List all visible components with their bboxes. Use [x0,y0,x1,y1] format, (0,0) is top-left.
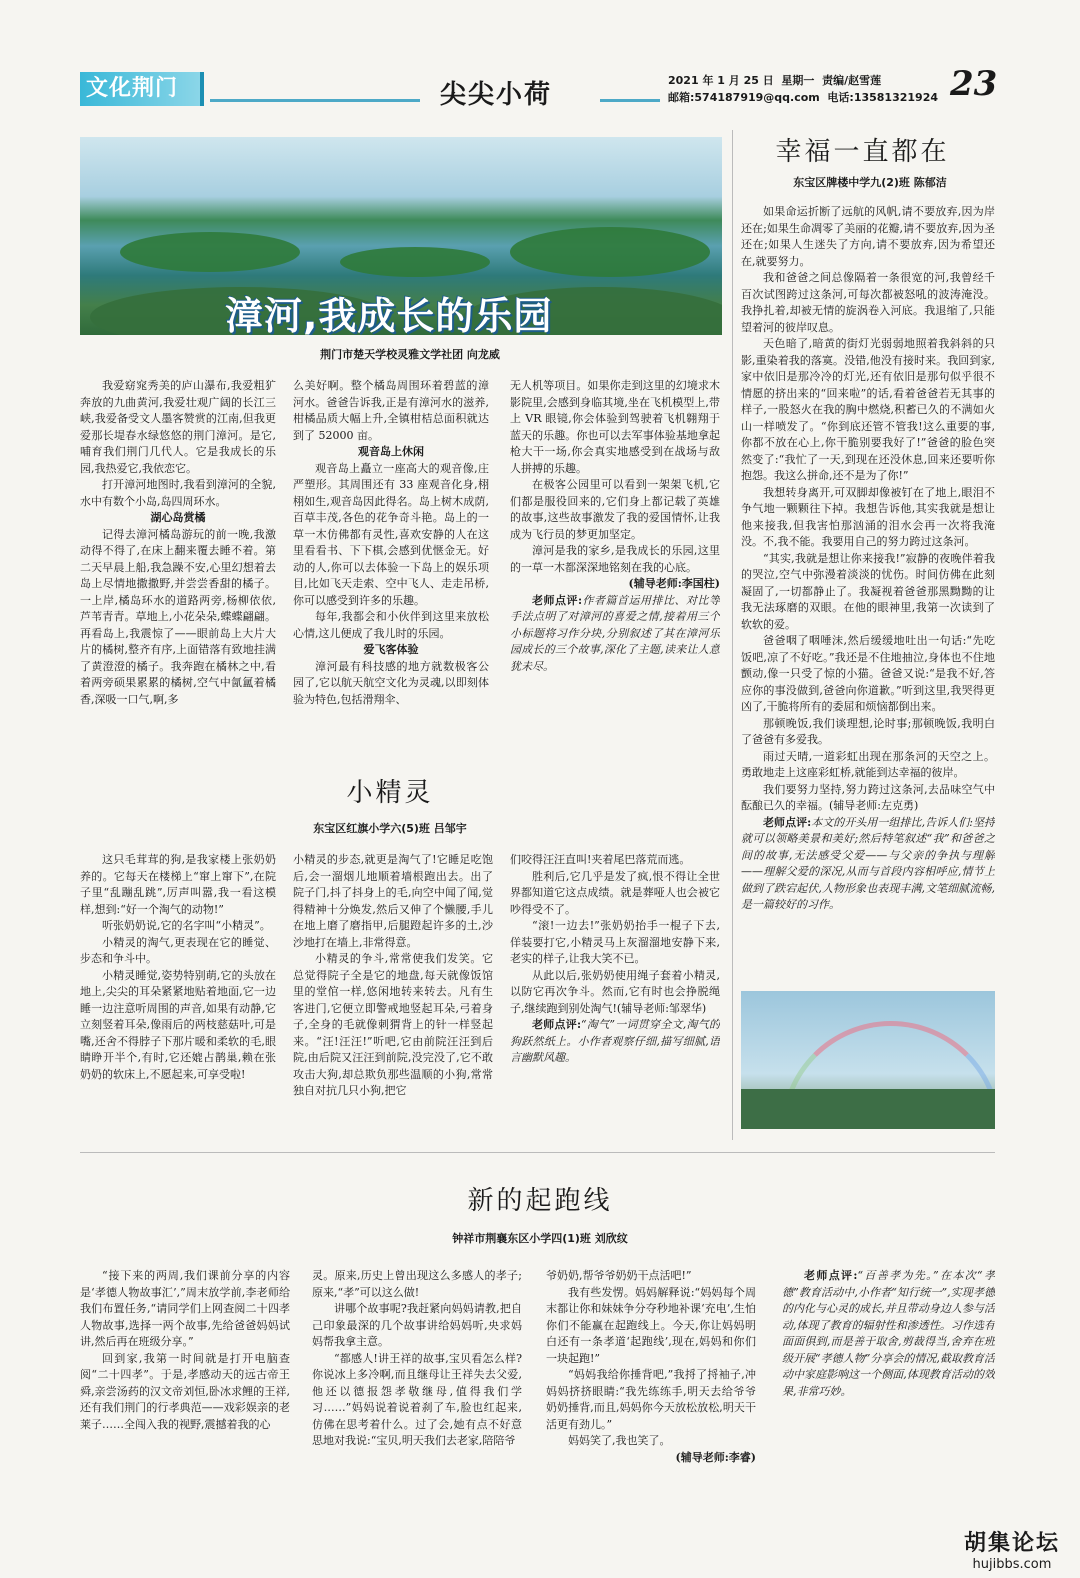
paragraph: 讲哪个故事呢?我赶紧向妈妈请教,把自己印象最深的几个故事讲给妈妈听,央求妈妈帮我拿主意。 [312,1302,522,1348]
article4-col4 [782,1268,995,1508]
rainbow-photo [741,991,995,1129]
article2-col2 [293,852,493,1132]
article1-col1 [80,378,276,738]
paragraph: 爷奶奶,帮爷爷奶奶干点活吧!” [546,1269,692,1282]
tutor-credit: (辅导老师:李国柱) [628,577,720,590]
comment-text: “百善孝为先。”在本次“孝德”教育活动中,小作者“知行统一”,实现孝德的内化与心灵的成长,并且带动身边人参与活动,体现了教育的辐射性和渗透性。习作选有面面俱到,而是善于取舍,剪裁得当,舍弃在班级开展“孝德人物”分享会的情况,截取教育活动中家庭影响这一个侧面,体现教育活动的效果,非常巧妙。 [782,1269,995,1398]
paragraph: “都感人!讲王祥的故事,宝贝看怎么样?你说冰上多冷啊,而且继母让王祥失去父爱,他还以德报怨孝敬继母,值得我们学习……”妈妈说着说着刹了车,脸也红起来,仿佛在思考着什么。过了会,她有点不好意思地对我说:“宝贝,明天我们去老家,陪陪爷 [312,1351,522,1447]
editor: 责编/赵雪莲 [822,74,882,87]
article4-byline: 钟祥市荆襄东区小学四(1)班 刘欣纹 [452,1232,628,1245]
column-divider [732,130,733,1140]
article1-col2 [293,378,489,738]
comment-label: 老师点评: [532,593,583,607]
paragraph: 每年,我都会和小伙伴到这里来放松心情,这儿便成了我儿时的乐园。 [293,610,489,640]
comment-label: 老师点评: [532,1018,582,1031]
section-divider [80,1152,995,1153]
article1-title: 漳河,我成长的乐园 [225,294,553,335]
issue-date: 2021 年 1 月 25 日 [668,74,774,87]
paragraph: 打开漳河地图时,我看到漳河的全貌,水中有数个小岛,岛四周环水。 [80,478,276,508]
paragraph: 爸爸咽了咽唾沫,然后缓缓地吐出一句话:“先吃饭吧,凉了不好吃。”我还是不住地抽泣,身体也不住地颤动,像一只受了惊的小猫。爸爸又说:“是我不好,答应你的事没做到,爸爸向你道歉。”听到这里,我哭得更凶了,干脆将所有的委屈和烦恼都倒出来。 [741,634,995,713]
teacher-comment [741,815,995,914]
watermark-name: 胡集论坛 [963,1531,1060,1556]
article3-body [741,204,995,982]
phone: 电话:13581321924 [827,91,939,104]
watermark-url: hujibbs.com [972,1557,1052,1572]
column-title: 尖尖小荷 [440,80,553,110]
header-info [668,72,948,106]
article3-title: 幸福一直都在 [775,137,950,167]
paragraph: “其实,我就是想让你来接我!”寂静的夜晚伴着我的哭泣,空气中弥漫着淡淡的忧伤。时间仿佛在此刻凝固了,一切都静止了。我凝视着爸爸那黑黝黝的让我无法琢磨的双眼。在他的眼神里,我第一次读到了软软的爱。 [741,551,995,631]
watermark [964,1526,1060,1572]
paragraph: 这只毛茸茸的狗,是我家楼上张奶奶养的。它每天在楼梯上“窜上窜下”,在院子里“乱蹦乱跳”,厉声叫嚣,我一看这模样,想到:“好一个淘气的动物!” [80,853,276,916]
paragraph: “滚!一边去!”张奶奶抬手一棍子下去,佯装要打它,小精灵马上灰溜溜地安静下来,老实的样子,让我大笑不已。 [510,919,720,965]
paragraph: 记得去漳河橘岛游玩的前一晚,我激动得不得了,在床上翻来覆去睡不着。第二天早晨上船,我急躁不安,心里幻想着去岛上尽情地撒撒野,并尝尝香甜的橘子。一上岸,橘岛环水的道路两旁,杨柳依依,芦苇青青。草地上,小花朵朵,蝶蝶翩翩。再看岛上,我震惊了——眼前岛上大片大片的橘树,整齐有序,上面错落有致地挂满了黄澄澄的橘子。我奔跑在橘林之中,看着两旁硕果累累的橘树,空气中氤氲着橘香,深吸一口气,啊,多 [80,527,276,706]
paragraph: 小精灵的步态,就更是淘气了!它睡足吃饱后,会一溜烟儿地顺着墙根跑出去。出了院子门,抖了抖身上的毛,向空中闻了闻,觉得精神十分焕发,然后又伸了个懒腰,手儿在地上磨了磨指甲,后腿蹬起许多的土,沙沙地打在墙上,非常得意。 [293,853,493,949]
article2-title: 小精灵 [346,778,434,808]
article1-byline: 荆门市楚天学校灵雅文学社团 向龙威 [320,348,500,361]
paragraph: 我们要努力坚持,努力跨过这条河,去品味空气中酝酿已久的幸福。(辅导老师:左克勇) [741,782,995,812]
page-number: 23 [950,64,998,104]
paragraph: 天色暗了,暗黄的街灯光弱弱地照着我斜斜的只影,重染着我的落寞。没错,他没有接时来。我回到家,家中依旧是那冷冷的灯光,还有依旧是那句似乎很不情愿的挤出来的“回来啦”的话,看着爸爸若无其事的样子,一股怒火在我的胸中燃烧,积蓄已久的不满如火山一样喷发了。“你到底还管不管我!这么重要的事,你都不放在心上,你干脆别要我好了!”爸爸的脸色突然变了:“我忙了一天,到现在还没休息,回来还要听你抱怨。我这么拼命,还不是为了你!” [741,337,995,482]
article4-col2 [312,1268,522,1508]
weekday: 星期一 [781,74,815,87]
paragraph: 雨过天晴,一道彩虹出现在那条河的天空之上。勇敢地走上这座彩虹桥,就能到达幸福的彼岸。 [741,749,995,779]
teacher-comment [782,1268,995,1400]
article4-title: 新的起跑线 [467,1186,613,1216]
paragraph: 胜利后,它几乎是发了疯,恨不得让全世界都知道它这点成绩。就是葬哑人也会被它吵得受不了。 [510,869,720,916]
paragraph: 无人机等项目。如果你走到这里的幻境求木影院里,会感到身临其境,坐在飞机模型上,带上 VR 眼镜,你会体验到驾驶着飞机翱翔于蓝天的乐趣。你也可以去军事体验基地拿起枪大干一场,你会真实地感受到在战场与敌人拼搏的乐趣。 [510,379,720,475]
subheading: 湖心岛赏橘 [150,511,206,524]
comment-text: 本文的开头用一组排比,告诉人们:坚持就可以领略美景和美好;然后特笔叙述“我”和爸爸之间的故事,无法感受父爱——与父亲的争执与理解——理解父爱的深况,从而与首段内容相呼应,情节上做到了跌宕起伏,人物形象也表现丰满,文笔细腻流畅,是一篇较好的习作。 [741,815,995,911]
comment-label: 老师点评: [804,1269,858,1282]
article2-col3 [510,852,720,1132]
paragraph: 如果命运折断了远航的风帆,请不要放弃,因为岸还在;如果生命凋零了美丽的花瓣,请不要放弃,因为圣还在;如果人生迷失了方向,请不要放弃,因为希望还在,就要努力。 [741,205,995,268]
article2-col1 [80,852,276,1132]
paragraph: 那顿晚饭,我们谈理想,论时事;那顿晚饭,我明白了爸爸有多爱我。 [741,716,995,746]
article3-byline: 东宝区牌楼中学九(2)班 陈郁洁 [793,176,947,189]
hero-image [80,137,722,335]
paragraph: 小精灵的淘气,更表现在它的睡觉、步态和争斗中。 [80,935,276,965]
section-logo: 文化荆门 [80,72,204,106]
paragraph: 们咬得汪汪直叫!夹着尾巴落荒而逃。 [510,853,691,866]
article1-col3 [510,378,720,738]
paragraph: 回到家,我第一时间就是打开电脑查阅“二十四孝”。于是,孝感动天的远古帝王舜,亲尝汤药的汉文帝刘恒,卧冰求鲤的王祥,还有我们荆门的行孝典范——戏彩娱亲的老莱子……全闯入我的视野,震撼着我的心 [80,1351,290,1431]
paragraph: 妈妈笑了,我也笑了。 [568,1434,671,1447]
teacher-comment [510,593,720,676]
article4-col1 [80,1268,290,1508]
subheading: 观音岛上休闲 [358,445,424,458]
comment-label: 老师点评: [763,815,812,829]
comment-text: 作者篇首运用排比、对比等手法点明了对漳河的喜爱之情,接着用三个小标题将习作分块,分别叙述了其在漳河乐园成长的三个故事,深化了主题,读来让人意犹未尽。 [510,593,720,673]
paragraph: “接下来的两周,我们课前分享的内容是‘孝德人物故事汇’,”周末放学前,李老师给我们布置任务,“请同学们上网查阅二十四孝人物故事,选择一两个故事,先给爸爸妈妈试讲,然后再在班级分享。” [80,1269,290,1348]
email: 邮箱:574187919@qq.com [668,91,820,104]
paragraph: 小精灵的争斗,常常使我们发笑。它总觉得院子全是它的地盘,每天就像饭馆里的堂倌一样,悠闲地转来转去。凡有生客进门,它便立即警戒地竖起耳朵,弓着身子,全身的毛就像刺猬背上的针一样竖起来。“汪!汪汪!”听吧,它由前院汪汪到后院,由后院又汪汪到前院,没完没了,它不敢攻击大狗,却总欺负那些温顺的小狗,常常独自对抗几只小狗,把它 [293,952,493,1097]
paragraph: “妈妈我给你捶背吧,”我捋了捋袖子,冲妈妈挤挤眼睛:“我先练练手,明天去给爷爷奶奶捶背,而且,妈妈你今天放松放松,明天干活更有劲儿。” [546,1368,756,1431]
subheading: 爱飞客体验 [363,643,419,656]
article4-col3 [546,1268,756,1508]
comment-text: “淘气”一词贯穿全文,淘气的狗跃然纸上。小作者观察仔细,描写细腻,语言幽默风趣。 [510,1018,720,1064]
paragraph: 漳河最有科技感的地方就数极客公园了,它以航天航空文化为灵魂,以即刻体验为特色,包括滑翔伞、 [293,659,489,706]
tutor-credit: (辅导老师:李睿) [675,1450,756,1464]
paragraph: 我有些发愣。妈妈解释说:“妈妈每个周末都让你和妹妹争分夺秒地补课‘充电’,生怕你们不能赢在起跑线上。今天,你让妈妈明白还有一条孝道‘起跑线’,现在,妈妈和你们一块起跑!” [546,1285,756,1365]
paragraph: 我想转身离开,可双脚却像被钉在了地上,眼泪不争气地一颗颗往下掉。我想告诉他,其实我就是想让他来接我,但我害怕那汹涌的泪水会再一次将我淹没。不,我不能。我要用自己的努力跨过这条河。 [741,485,995,548]
article2-byline: 东宝区红旗小学六(5)班 吕邹宇 [313,822,467,835]
paragraph: 么美好啊。整个橘岛周围环着碧蓝的漳河水。爸爸告诉我,正是有漳河水的滋养,柑橘品质大幅上升,全镇柑桔总面积就达到了 52000 亩。 [293,379,489,442]
paragraph: 在极客公园里可以看到一架架飞机,它们都是服役回来的,它们身上都记载了英雄的故事,这些故事激发了我的爱国情怀,让我成为飞行员的梦更加坚定。 [510,478,720,541]
header-rule-left [210,99,420,102]
paragraph: 听张奶奶说,它的名字叫“小精灵”。 [102,919,271,932]
teacher-comment [510,1017,720,1067]
paragraph: 小精灵睡觉,姿势特别萌,它的头放在地上,尖尖的耳朵紧紧地贴着地面,它一边睡一边注意听周围的声音,如果有动静,它立刻竖着耳朵,像雨后的两枝慈菇叶,可是嘴,还舍不得脖子下那片暖和柔软的毛,眼睛睁开半个,有时,它还媲占鹊巢,赖在张奶奶的软床上,不愿起来,可享受啦! [80,968,276,1081]
header-rule-right [600,99,660,102]
paragraph: 漳河是我的家乡,是我成长的乐园,这里的一草一木都深深地铭刻在我的心底。 [510,544,720,574]
paragraph: 观音岛上矗立一座高大的观音像,庄严塑形。其周围还有 33 座观音化身,栩栩如生,观音岛因此得名。岛上树木成荫,百草丰茂,各色的花争奇斗艳。岛上的一草一木仿佛都有灵性,喜欢安静的人在这里看看书、下下棋,会感到优惬金无。好动的人,你可以去体验一下岛上的娱乐项目,比如飞天走索、空中飞人、走走吊桥,你可以感受到许多的乐趣。 [293,461,489,607]
paragraph: 灵。原来,历史上曾出现这么多感人的孝子;原来,“孝”可以这么做! [312,1269,522,1299]
paragraph: 我爱窈窕秀美的庐山瀑布,我爱粗犷奔放的九曲黄河,我爱壮观广阔的长江三峡,我爱备受文人墨客赞赏的江南,但我更爱那长堤春水绿悠悠的荆门漳河。是它,哺育我们荆门几代人。它是我成长的乐园,我热爱它,我依恋它。 [80,379,276,475]
paragraph: 从此以后,张奶奶使用绳子套着小精灵,以防它再次争斗。然而,它有时也会挣脱绳子,继续跑到别处淘气!(辅导老师:邹翠华) [510,968,720,1015]
paragraph: 我和爸爸之间总像隔着一条很宽的河,我曾经千百次试图跨过这条河,可每次都被怒吼的波涛淹没。我挣扎着,却被无情的旋涡卷入河底。我退缩了,只能望着河的彼岸叹息。 [741,271,995,334]
